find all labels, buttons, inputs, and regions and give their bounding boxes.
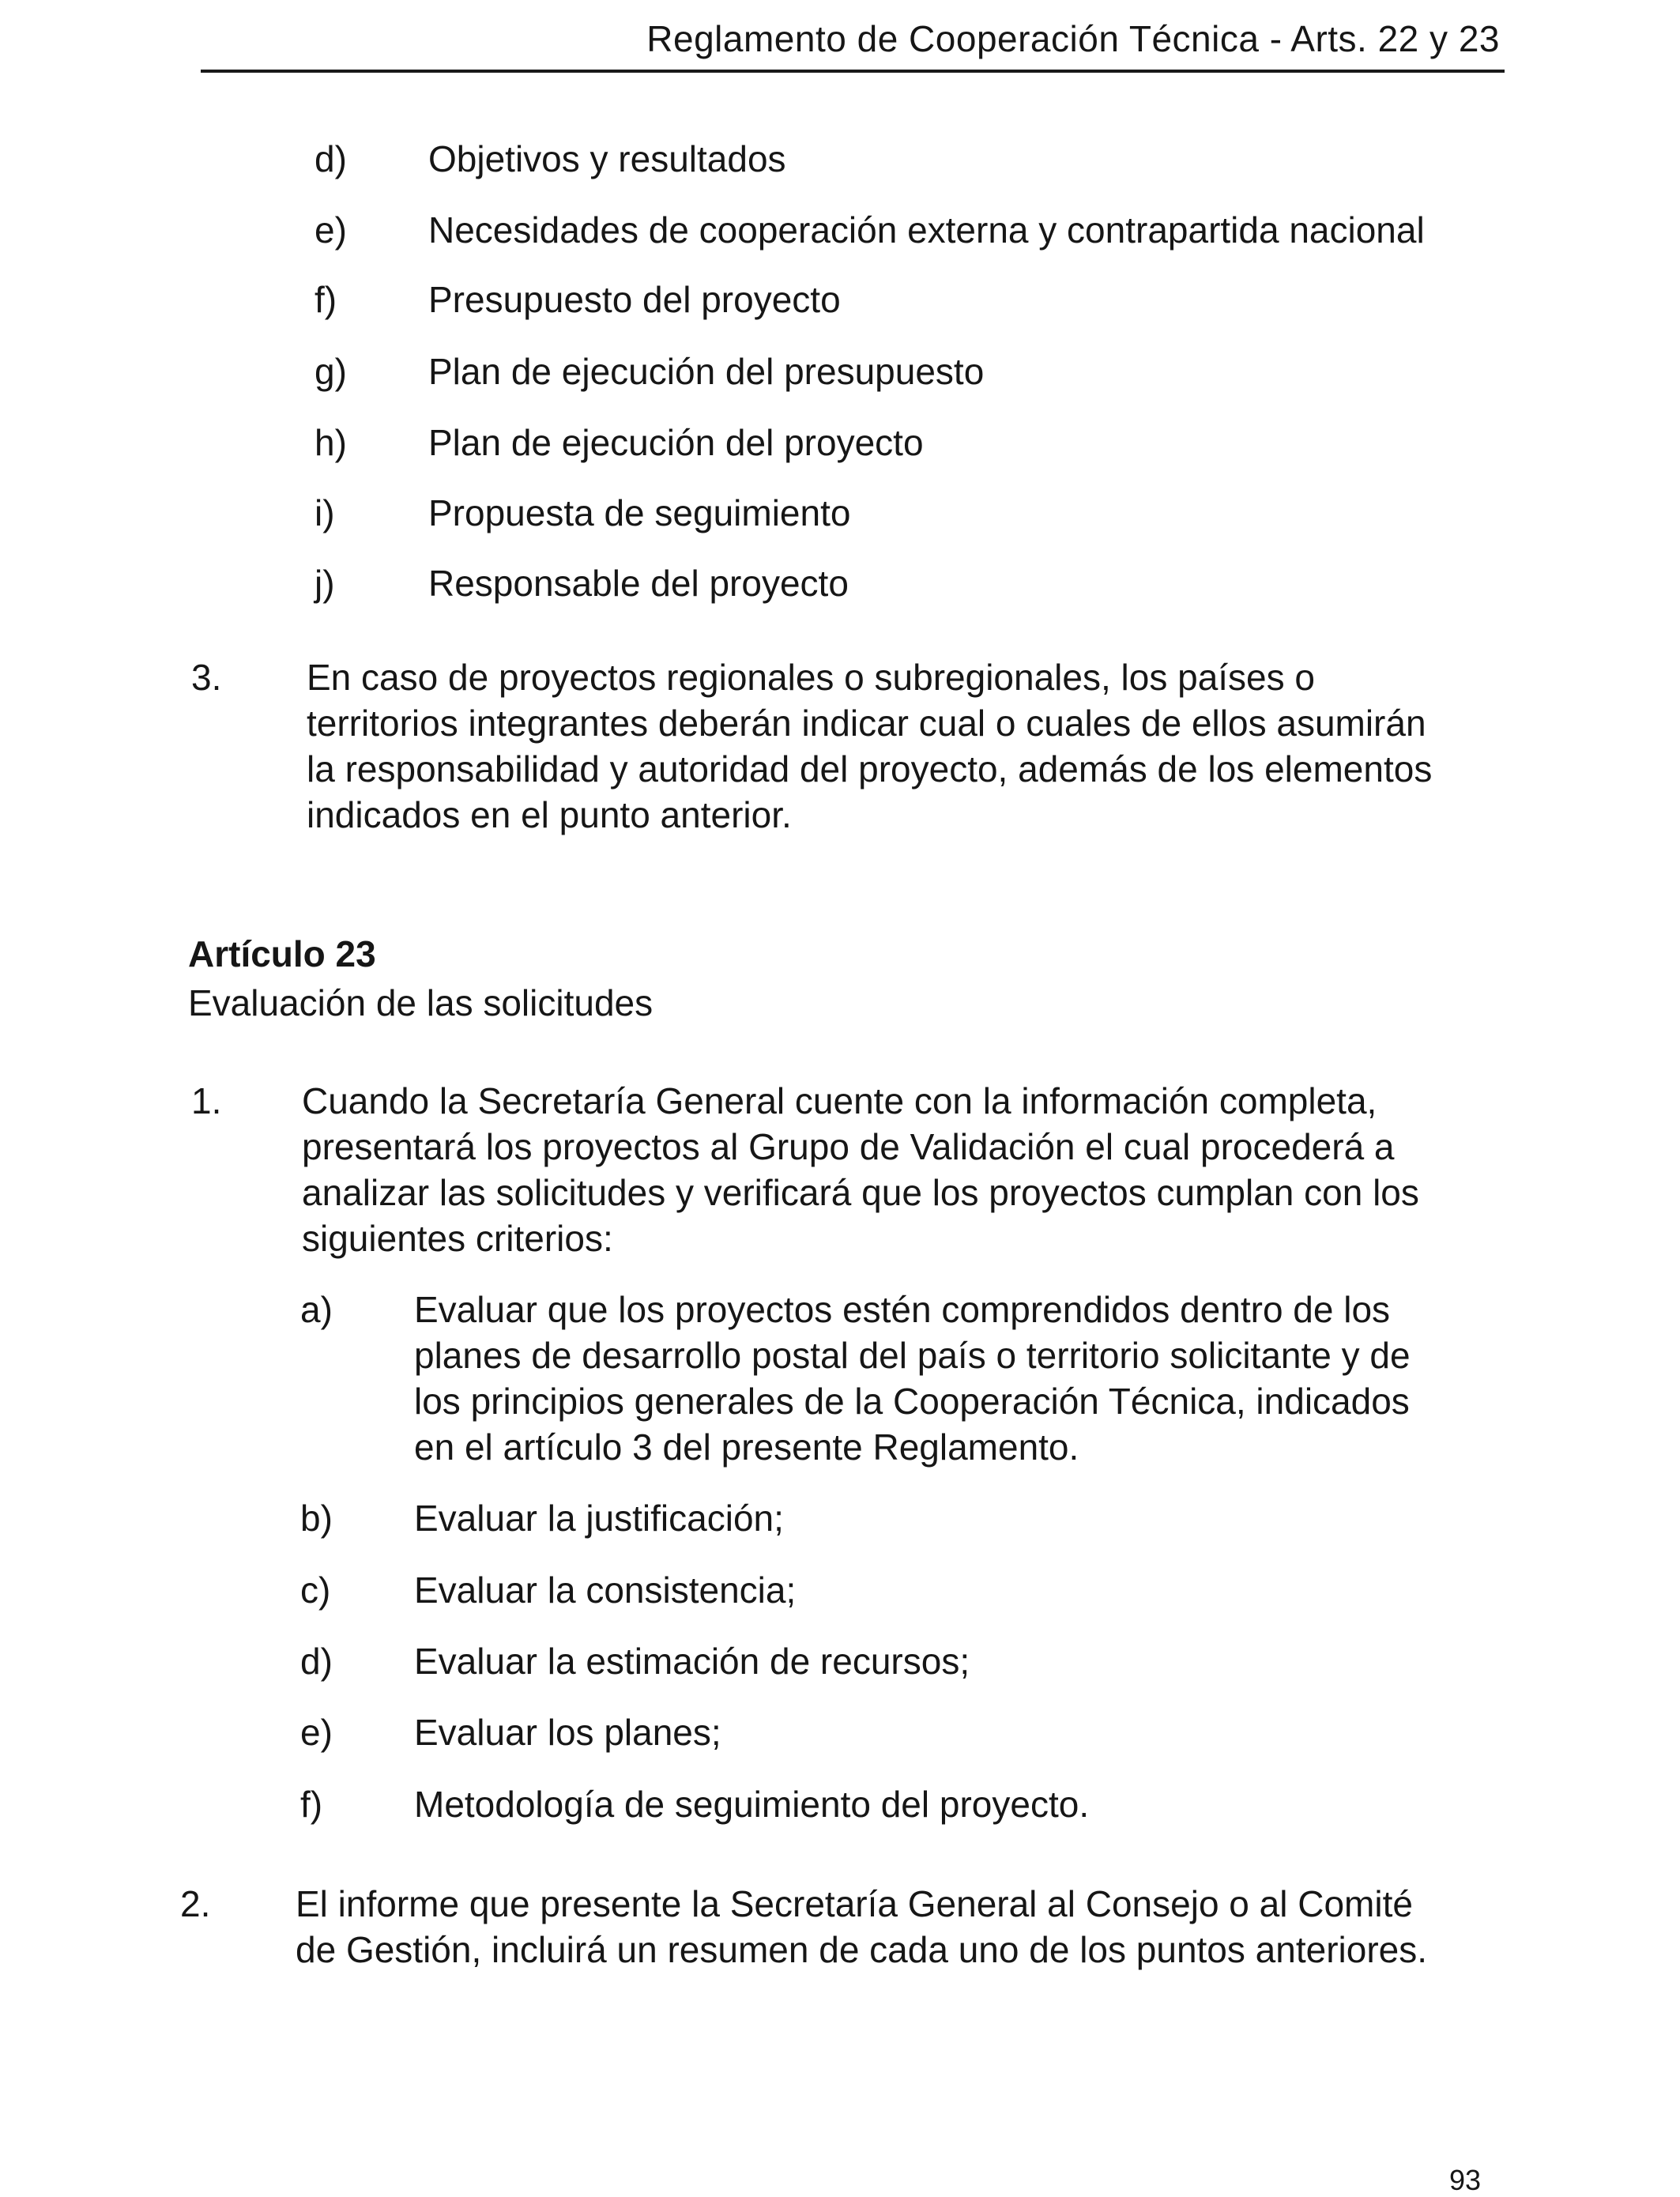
list-item-label: d) bbox=[315, 138, 347, 179]
criteria-item-text: Evaluar la estimación de recursos; bbox=[414, 1641, 970, 1682]
paragraph-line: En caso de proyectos regionales o subregionales, los países o bbox=[307, 657, 1316, 698]
article-subtitle: Evaluación de las solicitudes bbox=[188, 982, 654, 1023]
paragraph-line: de Gestión, incluirá un resumen de cada uno de los puntos anteriores. bbox=[296, 1929, 1427, 1970]
list-item-text: Plan de ejecución del presupuesto bbox=[428, 351, 985, 392]
list-item-label: i) bbox=[315, 492, 335, 533]
numbered-item-label: 2. bbox=[180, 1883, 211, 1924]
paragraph-line: presentará los proyectos al Grupo de Validación el cual procederá a bbox=[302, 1126, 1395, 1167]
criteria-item-label: f) bbox=[300, 1784, 323, 1825]
numbered-item-label: 3. bbox=[191, 657, 222, 698]
numbered-item-paragraph bbox=[302, 1078, 1503, 1261]
paragraph-line: territorios integrantes deberán indicar cual o cuales de ellos asumirán bbox=[307, 703, 1426, 744]
list-item-label: g) bbox=[315, 351, 347, 392]
criteria-item-label: b) bbox=[300, 1498, 333, 1539]
paragraph-line: la responsabilidad y autoridad del proyecto, además de los elementos bbox=[307, 748, 1433, 789]
paragraph-line: siguientes criterios: bbox=[302, 1218, 613, 1259]
paragraph-line: indicados en el punto anterior. bbox=[307, 794, 792, 835]
criteria-item-label: d) bbox=[300, 1641, 333, 1682]
list-item-text: Objetivos y resultados bbox=[428, 138, 786, 179]
list-item-text: Presupuesto del proyecto bbox=[428, 279, 841, 320]
criteria-item-text: Evaluar los planes; bbox=[414, 1712, 721, 1753]
criteria-item-label: e) bbox=[300, 1712, 333, 1753]
criteria-item-paragraph bbox=[414, 1287, 1505, 1470]
paragraph-line: Evaluar que los proyectos estén comprendidos dentro de los bbox=[414, 1289, 1391, 1330]
criteria-item-label: c) bbox=[300, 1570, 331, 1611]
paragraph-line: en el artículo 3 del presente Reglamento. bbox=[414, 1426, 1079, 1468]
numbered-item-label: 1. bbox=[191, 1080, 222, 1121]
list-item-text: Propuesta de seguimiento bbox=[428, 492, 851, 533]
paragraph-line: planes de desarrollo postal del país o territorio solicitante y de bbox=[414, 1335, 1411, 1376]
paragraph-line: los principios generales de la Cooperación Técnica, indicados bbox=[414, 1381, 1410, 1422]
list-item-text: Plan de ejecución del proyecto bbox=[428, 422, 924, 463]
list-item-label: h) bbox=[315, 422, 347, 463]
paragraph-line: analizar las solicitudes y verificará que los proyectos cumplan con los bbox=[302, 1172, 1419, 1213]
running-header: Reglamento de Cooperación Técnica - Arts. 22 y 23 bbox=[646, 18, 1500, 59]
list-item-text: Necesidades de cooperación externa y contrapartida nacional bbox=[428, 209, 1425, 251]
criteria-item-label: a) bbox=[300, 1289, 333, 1330]
paragraph-line: El informe que presente la Secretaría General al Consejo o al Comité bbox=[296, 1883, 1413, 1924]
header-rule bbox=[201, 70, 1505, 73]
criteria-item-text: Evaluar la consistencia; bbox=[414, 1570, 797, 1611]
numbered-item-paragraph bbox=[307, 654, 1500, 838]
list-item-label: e) bbox=[315, 209, 347, 251]
numbered-item-paragraph bbox=[296, 1881, 1497, 1973]
list-item-text: Responsable del proyecto bbox=[428, 563, 849, 604]
criteria-item-text: Evaluar la justificación; bbox=[414, 1498, 784, 1539]
criteria-item-text: Metodología de seguimiento del proyecto. bbox=[414, 1784, 1090, 1825]
paragraph-line: Cuando la Secretaría General cuente con la información completa, bbox=[302, 1080, 1377, 1121]
page-number: 93 bbox=[1449, 2164, 1482, 2196]
article-title: Artículo 23 bbox=[188, 933, 376, 974]
list-item-label: f) bbox=[315, 279, 337, 320]
list-item-label: j) bbox=[315, 563, 335, 604]
